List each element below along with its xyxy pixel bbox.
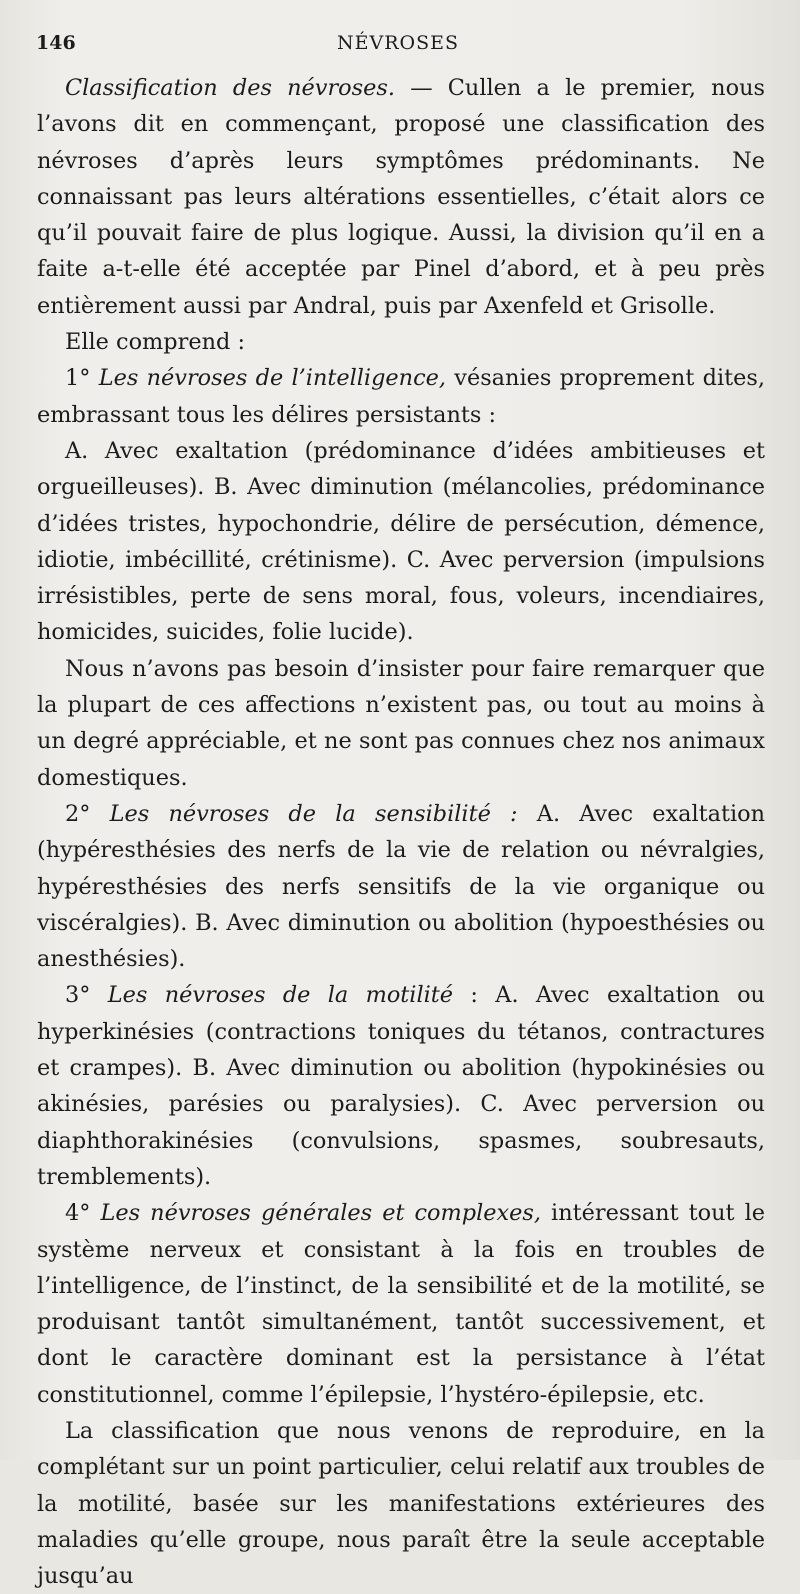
paragraph-text: La classification que nous venons de reproduire, en la complétant sur un point particulier, celui relatif aux troubles de la motilité, basée sur les manifestations extérieures des maladies qu’elle groupe, nous paraît être la seule acceptable jusqu’au (37, 1417, 765, 1590)
paragraph-item-2 (37, 796, 765, 977)
paragraph-item-1-detail (37, 433, 765, 651)
paragraph-text: Elle comprend : (65, 329, 245, 356)
item-heading: Les névroses de la motilité (107, 982, 454, 1009)
item-number: 3° (65, 982, 91, 1009)
running-title: NÉVROSES (337, 32, 459, 54)
item-heading: Les névroses de l’intelligence, (98, 365, 447, 392)
paragraph-intro (37, 324, 765, 360)
paragraph-conclusion (37, 1413, 765, 1594)
paragraph-text: — Cullen a le premier, nous l’avons dit en commençant, proposé une classification des névroses d’après leurs symptômes prédominants. Ne connaissant pas leurs altérations essentielles, c’était alors ce qu’il pouvait faire de plus logique. Aussi, la division qu’il en a faite a-t-elle été acceptée par Pinel d’abord, et à peu près entièrement aussi par Andral, puis par Axenfeld et Grisolle. (37, 75, 765, 319)
page-header (36, 32, 760, 62)
item-heading: Les névroses générales et complexes, (100, 1200, 541, 1227)
paragraph-text: vésanies proprement dites, embrassant tous les délires persistants : (37, 365, 765, 428)
body-text (37, 70, 765, 1594)
section-heading: Classification des névroses. (65, 75, 395, 101)
page-number: 146 (36, 32, 76, 54)
paragraph-text: : A. Avec exaltation ou hyperkinésies (contractions toniques du tétanos, contractures et crampes). B. Avec diminution ou abolition (hypokinésies ou akinésies, parésies ou paralysies). C. Avec perversion ou diaphthorakinésies (convulsions, spasmes, soubresauts, tremblements). (37, 982, 765, 1190)
paragraph-item-3 (37, 977, 765, 1195)
paragraph-text: intéressant tout le système nerveux et consistant à la fois en troubles de l’intelligence, de l’instinct, de la sensibilité et de la motilité, se produisant tantôt simultanément, tantôt successivement, et dont le caractère dominant est la persistance à l’état constitutionnel, comme l’épilepsie, l’hystéro-épilepsie, etc. (37, 1200, 765, 1408)
paragraph-item-4 (37, 1195, 765, 1413)
paragraph-remark (37, 651, 765, 796)
item-number: 4° (65, 1200, 91, 1227)
paragraph-text: A. Avec exaltation (hypéresthésies des nerfs de la vie de relation ou névralgies, hypéresthésies des nerfs sensitifs de la vie organique ou viscéralgies). B. Avec diminution ou abolition (hypoesthésies ou anesthésies). (37, 800, 766, 973)
paragraph-classification (37, 70, 765, 324)
paragraph-item-1 (37, 360, 765, 433)
item-number: 1° (65, 365, 91, 392)
item-heading: Les névroses de la sensibilité : (109, 800, 518, 827)
paragraph-text: A. Avec exaltation (prédominance d’idées ambitieuses et orgueilleuses). B. Avec diminution (mélancolies, prédominance d’idées tristes, hypochondrie, délire de persécution, démence, idiotie, imbécillité, crétinisme). C. Avec perversion (impulsions irrésistibles, perte de sens moral, fous, voleurs, incendiaires, homicides, suicides, folie lucide). (37, 437, 765, 646)
item-number: 2° (65, 800, 91, 827)
paragraph-text: Nous n’avons pas besoin d’insister pour faire remarquer que la plupart de ces affections n’existent pas, ou tout au moins à un degré appréciable, et ne sont pas connues chez nos animaux domestiques. (37, 655, 765, 791)
